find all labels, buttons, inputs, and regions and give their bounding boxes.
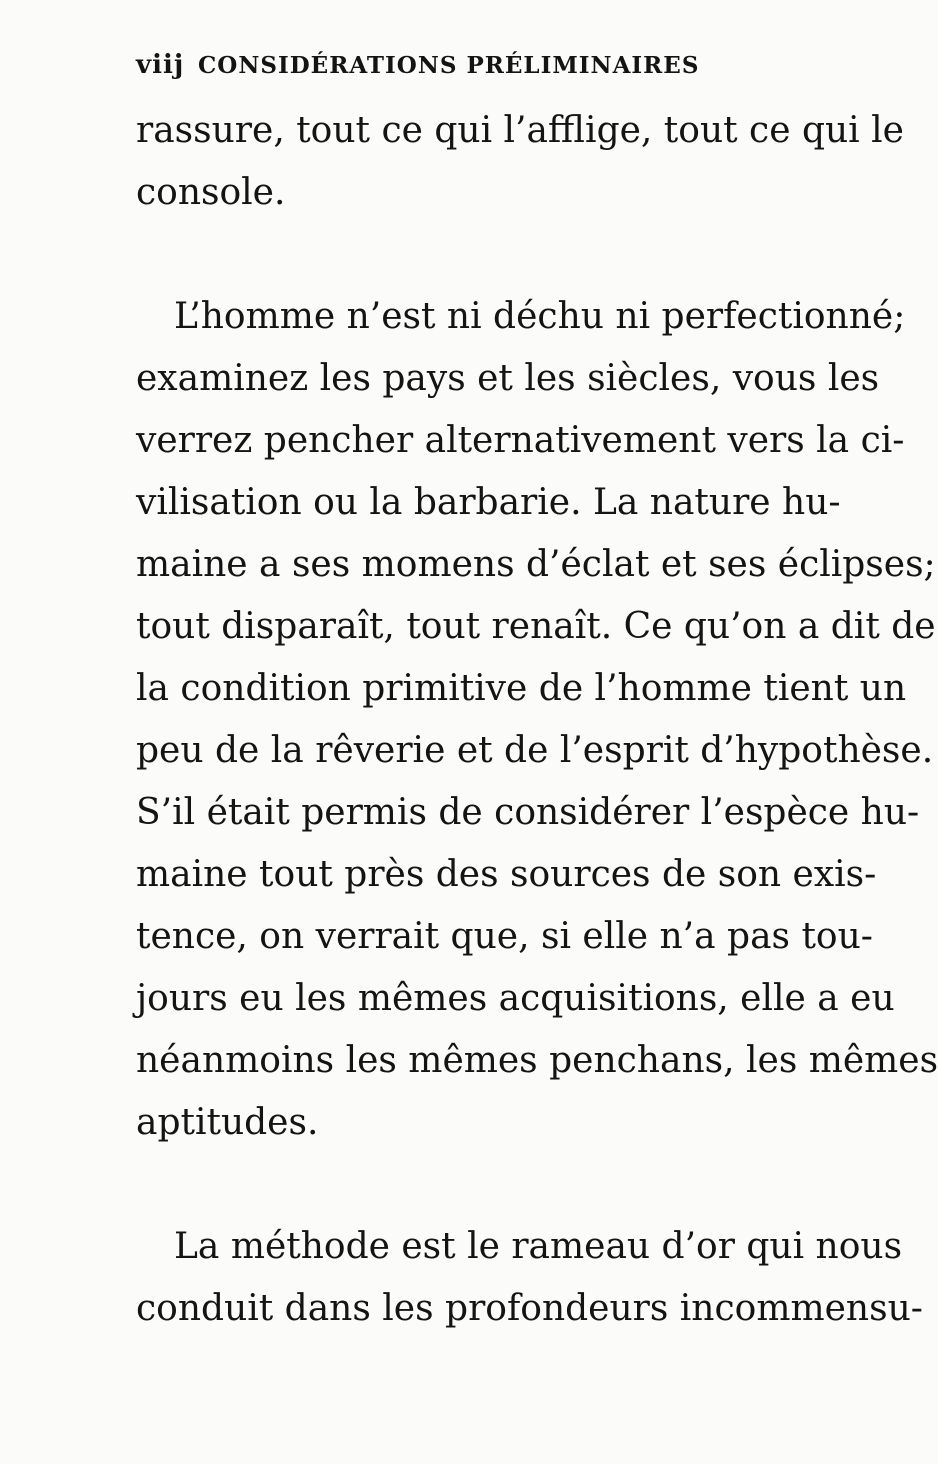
text-line: aptitudes. — [136, 1102, 319, 1143]
text-line: examinez les pays et les siècles, vous les — [136, 358, 880, 399]
paragraph-gap — [136, 224, 742, 286]
text-line: console. — [136, 172, 286, 213]
body-text — [136, 100, 938, 1340]
text-line: La méthode est le rameau d’or qui nous — [174, 1226, 903, 1267]
page-number: viij — [136, 50, 185, 80]
running-head: CONSIDÉRATIONS PRÉLIMINAIRES — [198, 52, 700, 79]
text-line: néanmoins les mêmes penchans, les mêmes — [136, 1040, 938, 1081]
text-line: maine a ses momens d’éclat et ses éclipses; — [136, 544, 936, 585]
page-header — [136, 50, 776, 90]
text-line: vilisation ou la barbarie. La nature hu- — [136, 482, 841, 523]
text-line: maine tout près des sources de son exis- — [136, 854, 877, 895]
paragraph-gap — [136, 1154, 742, 1216]
text-line: la condition primitive de l’homme tient un — [136, 668, 907, 709]
text-line: jours eu les mêmes acquisitions, elle a eu — [136, 978, 895, 1019]
text-line: tout disparaît, tout renaît. Ce qu’on a dit de — [136, 606, 936, 647]
text-line: L’homme n’est ni déchu ni perfectionné; — [174, 296, 906, 337]
text-line: verrez pencher alternativement vers la ci- — [136, 420, 905, 461]
text-line: rassure, tout ce qui l’afflige, tout ce qui le — [136, 110, 904, 151]
text-line: conduit dans les profondeurs incommensu- — [136, 1288, 923, 1329]
text-line: tence, on verrait que, si elle n’a pas tou- — [136, 916, 873, 957]
text-line: peu de la rêverie et de l’esprit d’hypothèse. — [136, 730, 934, 771]
text-line: S’il était permis de considérer l’espèce hu- — [136, 792, 920, 833]
